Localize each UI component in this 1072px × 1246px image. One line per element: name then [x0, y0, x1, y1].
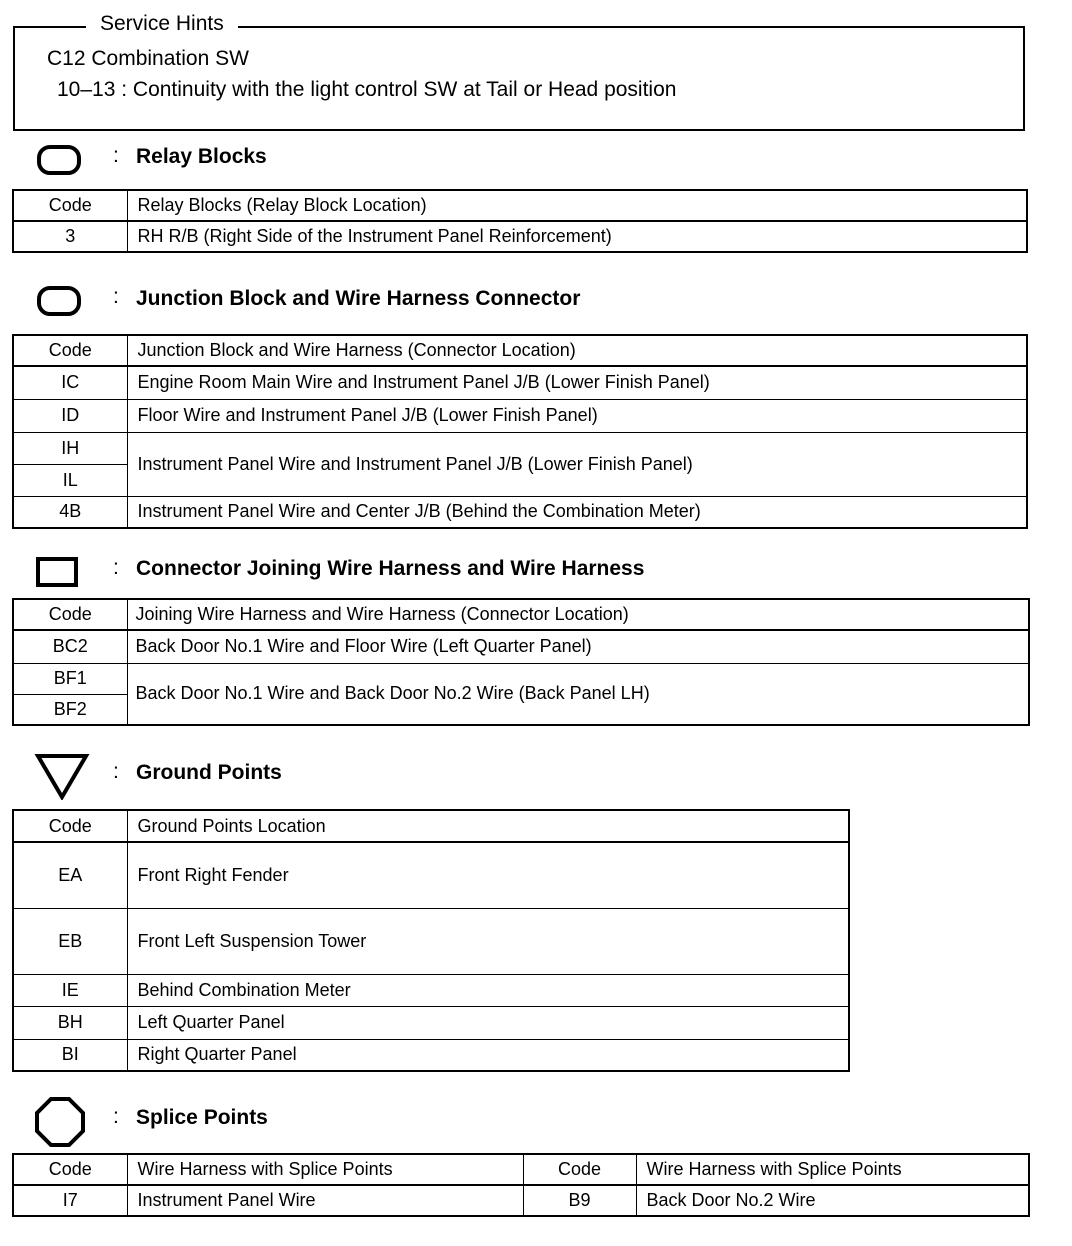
relay-blocks-table — [12, 189, 1028, 253]
table-row — [13, 1185, 1029, 1216]
row-description: Back Door No.1 Wire and Floor Wire (Left Quarter Panel) — [127, 630, 1029, 663]
row-description: Behind Combination Meter — [127, 974, 849, 1006]
connectors-colon: : — [113, 556, 119, 579]
splice-points-title: Splice Points — [136, 1106, 268, 1129]
row-description: Left Quarter Panel — [127, 1006, 849, 1039]
row-code: IC — [13, 366, 127, 399]
table-header-row — [13, 335, 1027, 366]
header-description: Ground Points Location — [127, 810, 849, 842]
junction-blocks-table — [12, 334, 1028, 529]
row-description: Right Quarter Panel — [127, 1039, 849, 1071]
row-description: Floor Wire and Instrument Panel J/B (Lower Finish Panel) — [127, 399, 1027, 432]
row-description: RH R/B (Right Side of the Instrument Panel Reinforcement) — [127, 221, 1027, 252]
header-code: Code — [13, 190, 127, 221]
header-description-2: Wire Harness with Splice Points — [636, 1154, 1029, 1185]
ground-points-table — [12, 809, 850, 1072]
row-description: Front Left Suspension Tower — [127, 908, 849, 974]
row-description: Front Right Fender — [127, 842, 849, 908]
table-row — [13, 1039, 849, 1071]
table-header-row — [13, 599, 1029, 630]
table-row — [13, 630, 1029, 663]
ground-points-title: Ground Points — [136, 761, 282, 784]
row-code: BC2 — [13, 630, 127, 663]
relay-blocks-title: Relay Blocks — [136, 145, 267, 168]
service-hints-part: C12 Combination SW — [47, 47, 249, 70]
table-row — [13, 663, 1029, 694]
table-row — [13, 908, 849, 974]
table-header-row — [13, 1154, 1029, 1185]
ground-points-colon: : — [113, 760, 119, 783]
row-code: IH — [13, 432, 127, 464]
table-row — [13, 432, 1027, 464]
relay-block-icon — [36, 144, 82, 176]
table-row — [13, 496, 1027, 528]
ground-triangle-icon — [34, 752, 90, 800]
row-description: Instrument Panel Wire — [127, 1185, 523, 1216]
row-description: Instrument Panel Wire and Instrument Panel J/B (Lower Finish Panel) — [127, 432, 1027, 496]
row-description-2: Back Door No.2 Wire — [636, 1185, 1029, 1216]
row-description: Back Door No.1 Wire and Back Door No.2 Wire (Back Panel LH) — [127, 663, 1029, 725]
header-description: Joining Wire Harness and Wire Harness (Connector Location) — [127, 599, 1029, 630]
table-row — [13, 221, 1027, 252]
row-code: IE — [13, 974, 127, 1006]
connector-square-icon — [35, 556, 79, 588]
row-code-2: B9 — [523, 1185, 636, 1216]
header-code: Code — [13, 810, 127, 842]
connectors-title: Connector Joining Wire Harness and Wire Harness — [136, 557, 645, 580]
row-code: IL — [13, 464, 127, 496]
header-description: Relay Blocks (Relay Block Location) — [127, 190, 1027, 221]
table-row — [13, 842, 849, 908]
row-description: Engine Room Main Wire and Instrument Panel J/B (Lower Finish Panel) — [127, 366, 1027, 399]
table-header-row — [13, 190, 1027, 221]
table-row — [13, 974, 849, 1006]
row-code: BI — [13, 1039, 127, 1071]
header-description: Junction Block and Wire Harness (Connector Location) — [127, 335, 1027, 366]
row-code: BH — [13, 1006, 127, 1039]
table-header-row — [13, 810, 849, 842]
junction-block-icon — [36, 285, 82, 317]
relay-blocks-colon: : — [113, 144, 119, 167]
junction-blocks-colon: : — [113, 285, 119, 308]
header-code: Code — [13, 335, 127, 366]
row-code: I7 — [13, 1185, 127, 1216]
header-description: Wire Harness with Splice Points — [127, 1154, 523, 1185]
splice-octagon-icon — [34, 1096, 86, 1148]
row-code: BF1 — [13, 663, 127, 694]
connectors-table — [12, 598, 1030, 726]
splice-points-table — [12, 1153, 1030, 1217]
header-code-2: Code — [523, 1154, 636, 1185]
table-row — [13, 366, 1027, 399]
service-hints-title: Service Hints — [86, 10, 238, 38]
row-description: Instrument Panel Wire and Center J/B (Behind the Combination Meter) — [127, 496, 1027, 528]
header-code: Code — [13, 599, 127, 630]
row-code: ID — [13, 399, 127, 432]
row-code: EA — [13, 842, 127, 908]
row-code: EB — [13, 908, 127, 974]
table-row — [13, 399, 1027, 432]
row-code: BF2 — [13, 694, 127, 725]
row-code: 4B — [13, 496, 127, 528]
header-code: Code — [13, 1154, 127, 1185]
row-code: 3 — [13, 221, 127, 252]
service-hints-note: 10–13 : Continuity with the light control SW at Tail or Head position — [57, 78, 677, 101]
splice-points-colon: : — [113, 1105, 119, 1128]
junction-blocks-title: Junction Block and Wire Harness Connector — [136, 287, 581, 310]
table-row — [13, 1006, 849, 1039]
